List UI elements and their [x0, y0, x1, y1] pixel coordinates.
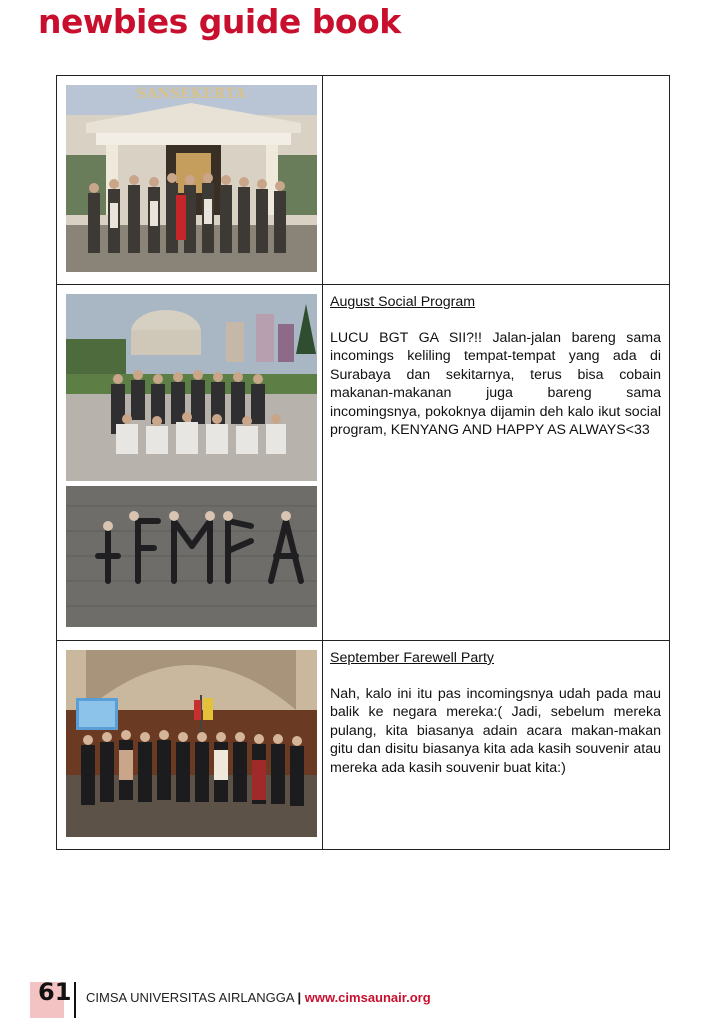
section-heading: September Farewell Party	[330, 650, 495, 666]
page-footer	[30, 976, 710, 1020]
text-cell	[323, 285, 670, 641]
section-body: LUCU BGT GA SII?!! Jalan-jalan bareng sama incomings keliling tempat-tempat yang ada di Surabaya dan sekitarnya, terus bisa cobain makanan-makanan juga bareng sama incomingsnya, pokoknya dijamin deh kalo ikut social program, KENYANG AND HAPPY AS ALWAYS<33	[330, 329, 661, 438]
footer-separator: |	[297, 990, 302, 1005]
section-heading: August Social Program	[330, 294, 476, 310]
text-cell	[323, 76, 670, 285]
table-row	[57, 285, 670, 641]
group-photo-garden	[66, 294, 317, 481]
table-row	[57, 641, 670, 850]
image-cell	[57, 641, 323, 850]
farewell-party-photo	[66, 650, 317, 837]
content-table	[56, 75, 670, 850]
footer-organization: CIMSA UNIVERSITAS AIRLANGGA	[86, 990, 294, 1005]
section-body: Nah, kalo ini itu pas incomingsnya udah pada mau balik ke negara mereka:( Jadi, sebelum mereka pulang, kita biasanya adain acara makan-makan gitu dan disitu biasanya kita ada kasih souvenir atau mereka ada kasih souvenir buat kita:)	[330, 685, 661, 776]
page-number: 61	[38, 978, 72, 1006]
footer-website-link[interactable]: www.cimsaunair.org	[304, 990, 431, 1005]
page-title: newbies guide book	[38, 2, 401, 41]
text-cell	[323, 641, 670, 850]
photo-sign-text: SANSEKERTA	[136, 86, 246, 102]
footer-divider	[74, 982, 76, 1018]
footer-line	[86, 990, 431, 1005]
image-cell	[57, 285, 323, 641]
people-lying-photo	[66, 486, 317, 627]
image-cell	[57, 76, 323, 285]
table-row	[57, 76, 670, 285]
group-photo-sansekerta	[66, 85, 317, 272]
